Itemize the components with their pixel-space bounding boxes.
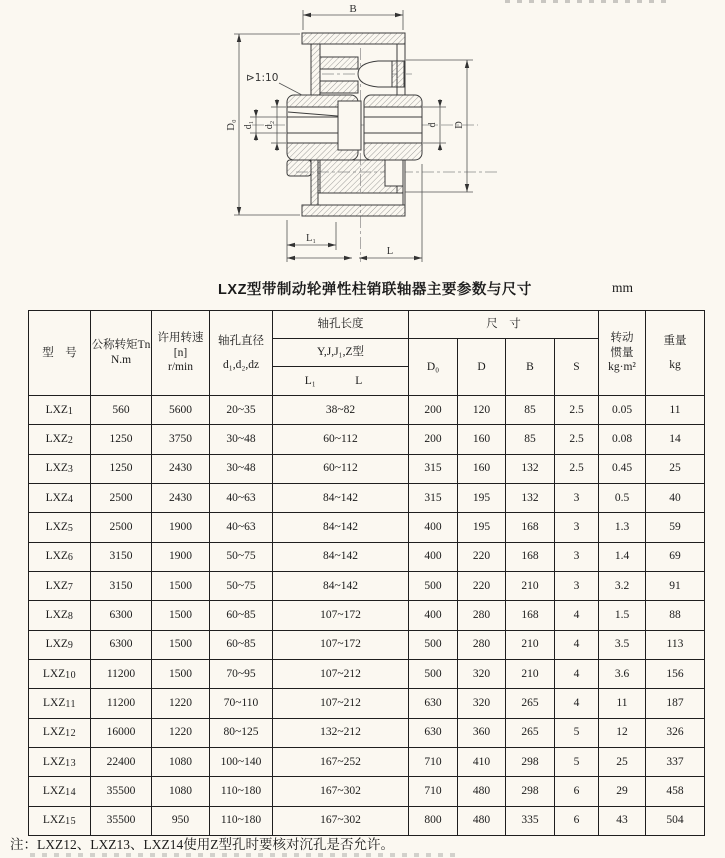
cell-speed: 2430 (152, 454, 210, 483)
footnote: 注：LXZ12、LXZ13、LXZ14使用Z型孔时要核对沉孔是否允许。 (10, 837, 394, 852)
cell-length: 167~302 (273, 777, 409, 806)
cell-model: LXZ3 (29, 454, 91, 483)
cell-inertia: 1.4 (599, 542, 646, 571)
cell-D0: 710 (409, 747, 458, 776)
cell-weight: 40 (646, 483, 705, 512)
cell-model: LXZ14 (29, 777, 91, 806)
cell-S: 3 (555, 571, 599, 600)
svg-text:L₁: L₁ (305, 233, 317, 244)
cell-D0: 500 (409, 630, 458, 659)
cell-weight: 69 (646, 542, 705, 571)
cell-torque: 2500 (91, 483, 152, 512)
cell-inertia: 0.08 (599, 425, 646, 454)
header-L: L (355, 374, 363, 387)
table-row (29, 513, 705, 542)
cell-B: 132 (506, 454, 555, 483)
cell-bore: 30~48 (210, 454, 273, 483)
cell-weight: 113 (646, 630, 705, 659)
cell-B: 168 (506, 601, 555, 630)
cell-D: 360 (458, 718, 506, 747)
cell-D: 410 (458, 747, 506, 776)
table-row (29, 718, 705, 747)
cell-weight: 504 (646, 806, 705, 835)
cell-D: 195 (458, 513, 506, 542)
cell-inertia: 3.6 (599, 659, 646, 688)
cell-model: LXZ9 (29, 630, 91, 659)
table-row (29, 396, 705, 425)
svg-text:D: D (454, 121, 465, 129)
cell-torque: 11200 (91, 659, 152, 688)
cell-B: 298 (506, 777, 555, 806)
header-col-D: D (458, 339, 506, 396)
cell-B: 210 (506, 630, 555, 659)
header-col-D0: D₀ (409, 339, 458, 396)
cell-D: 120 (458, 396, 506, 425)
cell-D: 280 (458, 601, 506, 630)
clipped-top-text (505, 0, 670, 3)
header-bore-line1: 轴孔直径 (218, 334, 264, 347)
cell-torque: 11200 (91, 689, 152, 718)
cell-speed: 3750 (152, 425, 210, 454)
cell-weight: 326 (646, 718, 705, 747)
cell-D: 320 (458, 659, 506, 688)
cell-speed: 5600 (152, 396, 210, 425)
cell-bore: 20~35 (210, 396, 273, 425)
cell-D0: 200 (409, 396, 458, 425)
cell-S: 4 (555, 689, 599, 718)
cell-inertia: 3.2 (599, 571, 646, 600)
cell-length: 167~302 (273, 806, 409, 835)
cell-inertia: 11 (599, 689, 646, 718)
cell-D0: 200 (409, 425, 458, 454)
cell-weight: 88 (646, 601, 705, 630)
cell-bore: 50~75 (210, 542, 273, 571)
cell-S: 2.5 (555, 425, 599, 454)
table-row (29, 571, 705, 600)
cell-inertia: 43 (599, 806, 646, 835)
cell-length: 84~142 (273, 542, 409, 571)
cell-bore: 80~125 (210, 718, 273, 747)
cell-inertia: 1.3 (599, 513, 646, 542)
cell-bore: 60~85 (210, 630, 273, 659)
header-bore-line2: d₁,d₂,dz (222, 358, 260, 371)
table-row (29, 747, 705, 776)
cell-bore: 110~180 (210, 806, 273, 835)
cell-length: 107~172 (273, 601, 409, 630)
header-inertia (599, 311, 646, 396)
header-speed-line2: [n] (173, 346, 188, 359)
cell-B: 168 (506, 542, 555, 571)
cell-D0: 315 (409, 454, 458, 483)
cell-D0: 630 (409, 718, 458, 747)
cell-torque: 6300 (91, 630, 152, 659)
cell-weight: 14 (646, 425, 705, 454)
table-row (29, 689, 705, 718)
cell-torque: 1250 (91, 454, 152, 483)
cell-speed: 1500 (152, 601, 210, 630)
cell-S: 2.5 (555, 396, 599, 425)
cell-S: 5 (555, 747, 599, 776)
cell-B: 132 (506, 483, 555, 512)
header-weight (646, 311, 705, 396)
cell-speed: 2430 (152, 483, 210, 512)
cell-length: 84~142 (273, 571, 409, 600)
cell-length: 107~212 (273, 689, 409, 718)
cell-inertia: 0.5 (599, 483, 646, 512)
cell-model: LXZ1 (29, 396, 91, 425)
cell-weight: 25 (646, 454, 705, 483)
cell-D0: 400 (409, 601, 458, 630)
cell-model: LXZ4 (29, 483, 91, 512)
cell-torque: 35500 (91, 777, 152, 806)
header-speed-line3: r/min (168, 361, 193, 374)
svg-text:L: L (386, 246, 394, 257)
unit-label: mm (612, 280, 634, 295)
cell-S: 6 (555, 777, 599, 806)
technical-drawing (0, 0, 725, 272)
cell-B: 168 (506, 513, 555, 542)
cell-B: 210 (506, 659, 555, 688)
table-row (29, 483, 705, 512)
cell-torque: 16000 (91, 718, 152, 747)
cell-torque: 22400 (91, 747, 152, 776)
cell-B: 298 (506, 747, 555, 776)
cell-speed: 950 (152, 806, 210, 835)
cell-D0: 800 (409, 806, 458, 835)
cell-torque: 2500 (91, 513, 152, 542)
dimension-B (303, 3, 403, 30)
header-weight-line1: 重量 (663, 334, 687, 347)
cell-S: 2.5 (555, 454, 599, 483)
header-weight-line2: kg (669, 358, 681, 371)
cell-B: 85 (506, 425, 555, 454)
cell-model: LXZ15 (29, 806, 91, 835)
cell-model: LXZ12 (29, 718, 91, 747)
cell-weight: 11 (646, 396, 705, 425)
cell-length: 60~112 (273, 454, 409, 483)
table-row (29, 601, 705, 630)
cell-length: 107~172 (273, 630, 409, 659)
header-length-group: 轴孔长度 (273, 311, 409, 339)
cell-inertia: 0.45 (599, 454, 646, 483)
cell-B: 265 (506, 689, 555, 718)
cell-S: 3 (555, 513, 599, 542)
cell-inertia: 1.5 (599, 601, 646, 630)
cell-torque: 3150 (91, 571, 152, 600)
cell-S: 4 (555, 630, 599, 659)
header-inertia-line1: 转动 (610, 331, 634, 344)
cell-bore: 70~110 (210, 689, 273, 718)
cell-bore: 70~95 (210, 659, 273, 688)
cell-D0: 630 (409, 689, 458, 718)
header-length-types: Y,J,J₁,Z型 (273, 339, 409, 367)
cell-speed: 1500 (152, 659, 210, 688)
key-pin (338, 101, 361, 150)
cell-model: LXZ13 (29, 747, 91, 776)
cell-S: 3 (555, 542, 599, 571)
cell-inertia: 3.5 (599, 630, 646, 659)
table-row (29, 454, 705, 483)
cell-bore: 100~140 (210, 747, 273, 776)
cell-D0: 315 (409, 483, 458, 512)
taper-callout (246, 72, 302, 95)
table-row (29, 630, 705, 659)
cell-bore: 40~63 (210, 483, 273, 512)
cell-torque: 560 (91, 396, 152, 425)
cell-S: 6 (555, 806, 599, 835)
cell-inertia: 0.05 (599, 396, 646, 425)
svg-text:d₂: d₂ (264, 120, 275, 130)
cell-length: 84~142 (273, 513, 409, 542)
cell-B: 210 (506, 571, 555, 600)
cell-B: 335 (506, 806, 555, 835)
cell-weight: 458 (646, 777, 705, 806)
header-torque-line2: N.m (110, 354, 132, 366)
table-row (29, 542, 705, 571)
cell-D: 195 (458, 483, 506, 512)
parameters-table (28, 310, 705, 836)
cell-model: LXZ10 (29, 659, 91, 688)
cell-S: 4 (555, 601, 599, 630)
cell-inertia: 29 (599, 777, 646, 806)
header-torque-line1: 公称转矩Tn (91, 339, 151, 352)
cell-bore: 60~85 (210, 601, 273, 630)
cell-length: 167~252 (273, 747, 409, 776)
header-torque (91, 311, 152, 396)
cell-weight: 337 (646, 747, 705, 776)
table-row (29, 425, 705, 454)
cell-D0: 400 (409, 513, 458, 542)
cell-D0: 400 (409, 542, 458, 571)
cell-S: 3 (555, 483, 599, 512)
svg-text:B: B (349, 3, 357, 15)
header-col-B: B (506, 339, 555, 396)
header-L1: L₁ (304, 374, 316, 387)
cell-B: 85 (506, 396, 555, 425)
cell-B: 265 (506, 718, 555, 747)
header-speed-line1: 许用转速 (157, 331, 204, 344)
svg-text:⊳1:10: ⊳1:10 (246, 72, 279, 84)
cell-D: 160 (458, 425, 506, 454)
cell-weight: 59 (646, 513, 705, 542)
cell-length: 132~212 (273, 718, 409, 747)
cell-D: 480 (458, 777, 506, 806)
cell-D: 280 (458, 630, 506, 659)
cell-weight: 156 (646, 659, 705, 688)
svg-text:D₀: D₀ (226, 119, 237, 131)
cell-model: LXZ11 (29, 689, 91, 718)
cell-D: 480 (458, 806, 506, 835)
cell-torque: 1250 (91, 425, 152, 454)
header-size-group: 尺 寸 (409, 311, 599, 339)
header-bore (210, 311, 273, 396)
svg-text:d₁: d₁ (243, 120, 254, 130)
cell-speed: 1220 (152, 689, 210, 718)
cell-D0: 500 (409, 659, 458, 688)
cell-length: 84~142 (273, 483, 409, 512)
cell-model: LXZ7 (29, 571, 91, 600)
page-title: LXZ型带制动轮弹性柱销联轴器主要参数与尺寸 (218, 282, 532, 298)
cell-S: 5 (555, 718, 599, 747)
cell-model: LXZ6 (29, 542, 91, 571)
cell-speed: 1080 (152, 777, 210, 806)
header-inertia-line3: kg·m² (608, 361, 636, 374)
cell-bore: 40~63 (210, 513, 273, 542)
cell-D0: 710 (409, 777, 458, 806)
cell-inertia: 25 (599, 747, 646, 776)
cell-bore: 50~75 (210, 571, 273, 600)
cell-bore: 110~180 (210, 777, 273, 806)
cell-inertia: 12 (599, 718, 646, 747)
cell-speed: 1500 (152, 630, 210, 659)
cell-speed: 1500 (152, 571, 210, 600)
cell-model: LXZ8 (29, 601, 91, 630)
cell-speed: 1080 (152, 747, 210, 776)
cell-bore: 30~48 (210, 425, 273, 454)
cell-length: 38~82 (273, 396, 409, 425)
cell-torque: 6300 (91, 601, 152, 630)
header-speed (152, 311, 210, 396)
cell-speed: 1900 (152, 513, 210, 542)
header-inertia-line2: 惯量 (610, 346, 634, 359)
cell-model: LXZ5 (29, 513, 91, 542)
dimension-L1 (287, 220, 336, 262)
clipped-bottom-text (30, 853, 460, 857)
cell-weight: 187 (646, 689, 705, 718)
cell-torque: 3150 (91, 542, 152, 571)
table-body (29, 396, 705, 836)
cell-torque: 35500 (91, 806, 152, 835)
cell-weight: 91 (646, 571, 705, 600)
cell-speed: 1900 (152, 542, 210, 571)
cell-D: 160 (458, 454, 506, 483)
table-row (29, 806, 705, 835)
svg-text:d: d (427, 122, 438, 128)
cell-S: 4 (555, 659, 599, 688)
header-model: 型 号 (29, 311, 91, 396)
table-row (29, 659, 705, 688)
table-row (29, 777, 705, 806)
cell-length: 60~112 (273, 425, 409, 454)
cell-D: 320 (458, 689, 506, 718)
cell-D: 220 (458, 571, 506, 600)
cell-length: 107~212 (273, 659, 409, 688)
header-length-L1-L (273, 367, 409, 396)
cell-speed: 1220 (152, 718, 210, 747)
cell-D: 220 (458, 542, 506, 571)
cell-model: LXZ2 (29, 425, 91, 454)
header-col-S: S (555, 339, 599, 396)
cell-D0: 500 (409, 571, 458, 600)
